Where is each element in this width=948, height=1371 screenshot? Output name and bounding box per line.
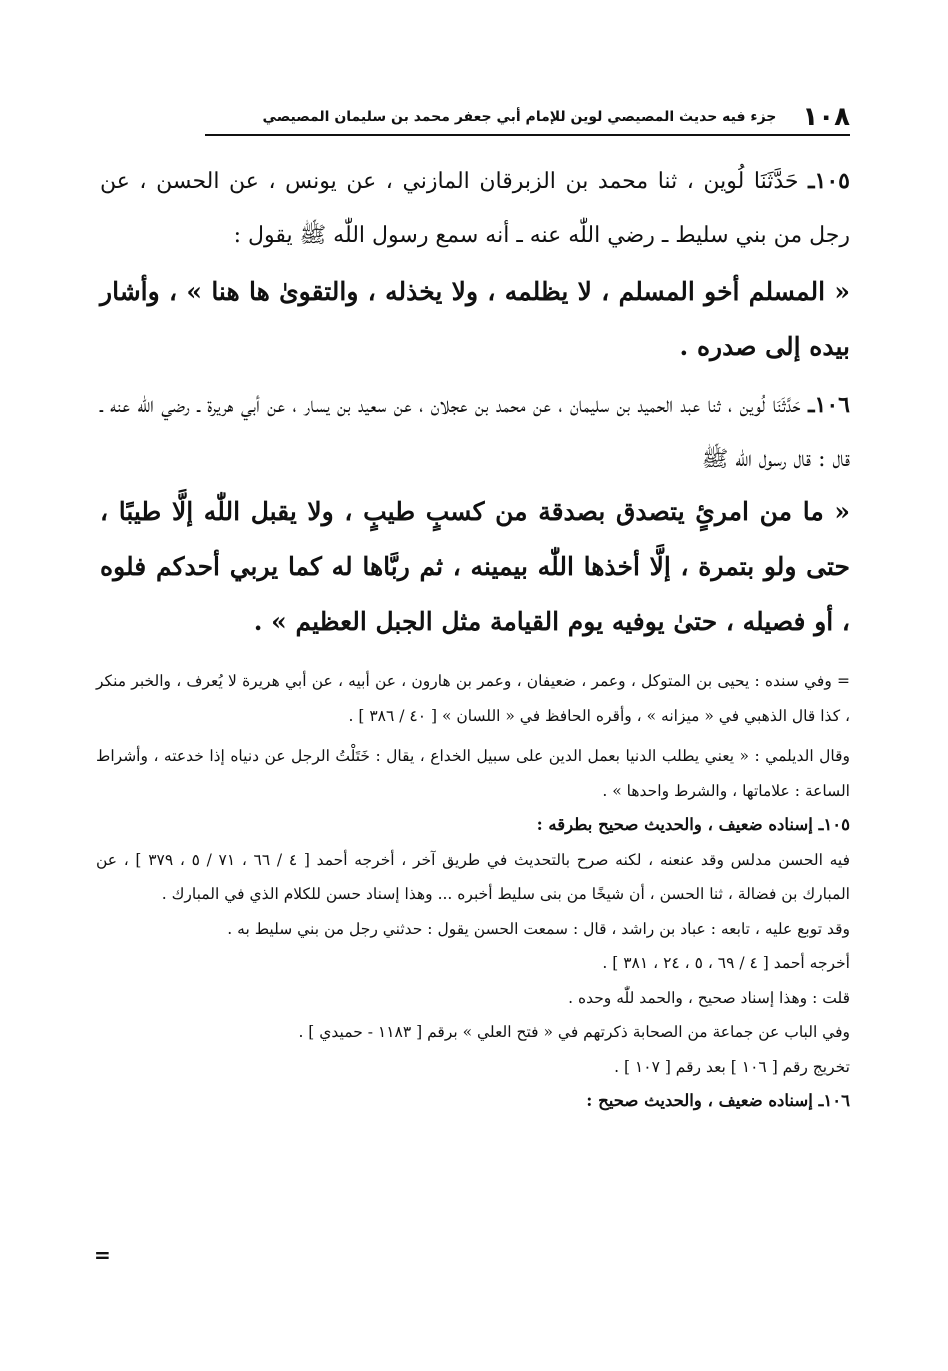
hadith-105-isnad: [100, 154, 850, 263]
running-title: جزء فيه حديث المصيصي لوين للإمام أبي جعفر محمد بن سليمان المصيصي: [262, 109, 777, 125]
hadith-106-isnad: [100, 378, 850, 487]
hadith-105-number: ١٠٥ـ: [808, 168, 850, 194]
takhrij-105-paragraph-6: تخريج رقم [ ١٠٦ ] بعد رقم [ ١٠٧ ] .: [614, 1057, 850, 1076]
takhrij-105-paragraph-1: فيه الحسن مدلس وقد عنعنه ، لكنه صرح بالتحديث في طريق آخر ، أخرجه أحمد [ ٤ / ٦٦ ، ٧١ / ٥ ، ٣٧٩ ] ، عن المبارك بن فضالة ، ثنا الحسن ، أن شيخًا من بنى سليط أخبره ... وهذا إسناد حسن للكلام الذي في المبارك .: [96, 850, 850, 903]
takhrij-105-paragraph-4: قلت : وهذا إسناد صحيح ، والحمد للّٰه وحده .: [568, 988, 850, 1007]
running-header: [205, 100, 850, 136]
hadith-106-matn: « ما من امرئٍ يتصدق بصدقة من كسبٍ طيبٍ ، ولا يقبل اللّٰه إلَّا طيبًا ، حتى ولو بتمرة ، إلَّا أخذها اللّٰه بيمينه ، ثم ربَّاها له كما يربي أحدكم فلوه ، أو فصيله ، حتىٰ يوفيه يوم القيامة مثل الجبل العظيم » .: [100, 497, 850, 636]
takhrij-105-heading: ١٠٥ـ إسناده ضعيف ، والحديث صحيح بطرقه :: [536, 815, 850, 834]
hadith-106-number: ١٠٦ـ: [808, 392, 850, 418]
footnote-continued-1: = وفي سنده : يحيى بن المتوكل ، وعمر ، ضعيفان ، وعمر بن هارون ، عن أبيه ، عن أبي هريرة لا يُعرف ، والخبر منكر ، كذا قال الذهبي في « ميزانه » ، وأقره الحافظ في « اللسان » [ ٤٠ / ٣٨٦ ] .: [96, 672, 850, 725]
takhrij-106-heading: ١٠٦ـ إسناده ضعيف ، والحديث صحيح :: [586, 1091, 850, 1110]
page-number: ١٠٨: [802, 102, 850, 132]
continued-mark: =: [94, 1243, 111, 1267]
hadith-105-matn: « المسلم أخو المسلم ، لا يظلمه ، ولا يخذله ، والتقوىٰ ها هنا » ، وأشار بيده إلى صدره .: [100, 277, 850, 361]
hadith-106-isnad-text: حَدَّثَنَا لُوين ، ثنا عبد الحميد بن سليمان ، عن محمد بن عجلان ، عن سعيد بن يسار ، عن أبي هريرة ـ رضي اللّٰه عنه ـ قال : قال رسول اللّٰه ﷺ: [100, 393, 850, 472]
takhrij-105-paragraph-3: أخرجه أحمد [ ٤ / ٦٩ ، ٥ ، ٢٤ ، ٣٨١ ] .: [602, 954, 850, 972]
footnotes: [96, 664, 850, 1119]
footnote-continued-2: وقال الديلمي : « يعني يطلب الدنيا بعمل الدين على سبيل الخداع ، يقال : خَتَلْتُ الرجل عن دنياه إذا خدعته ، وأشراط الساعة : علاماتها ، والشرط واحدها » .: [96, 747, 850, 800]
hadith-105-isnad-text: حَدَّثَنَا لُوين ، ثنا محمد بن الزبرقان المازني ، عن يونس ، عن الحسن ، عن رجل من بني سليط ـ رضي اللّٰه عنه ـ أنه سمع رسول اللّٰه ﷺ يقول :: [100, 169, 850, 248]
takhrij-105-paragraph-5: وفي الباب عن جماعة من الصحابة ذكرتهم في « فتح العلي » برقم [ ١١٨٣ - حميدي ] .: [298, 1023, 850, 1041]
takhrij-105-paragraph-2: وقد توبع عليه ، تابعه : عباد بن راشد ، قال : سمعت الحسن يقول : حدثني رجل من بني سليط به .: [227, 919, 850, 938]
